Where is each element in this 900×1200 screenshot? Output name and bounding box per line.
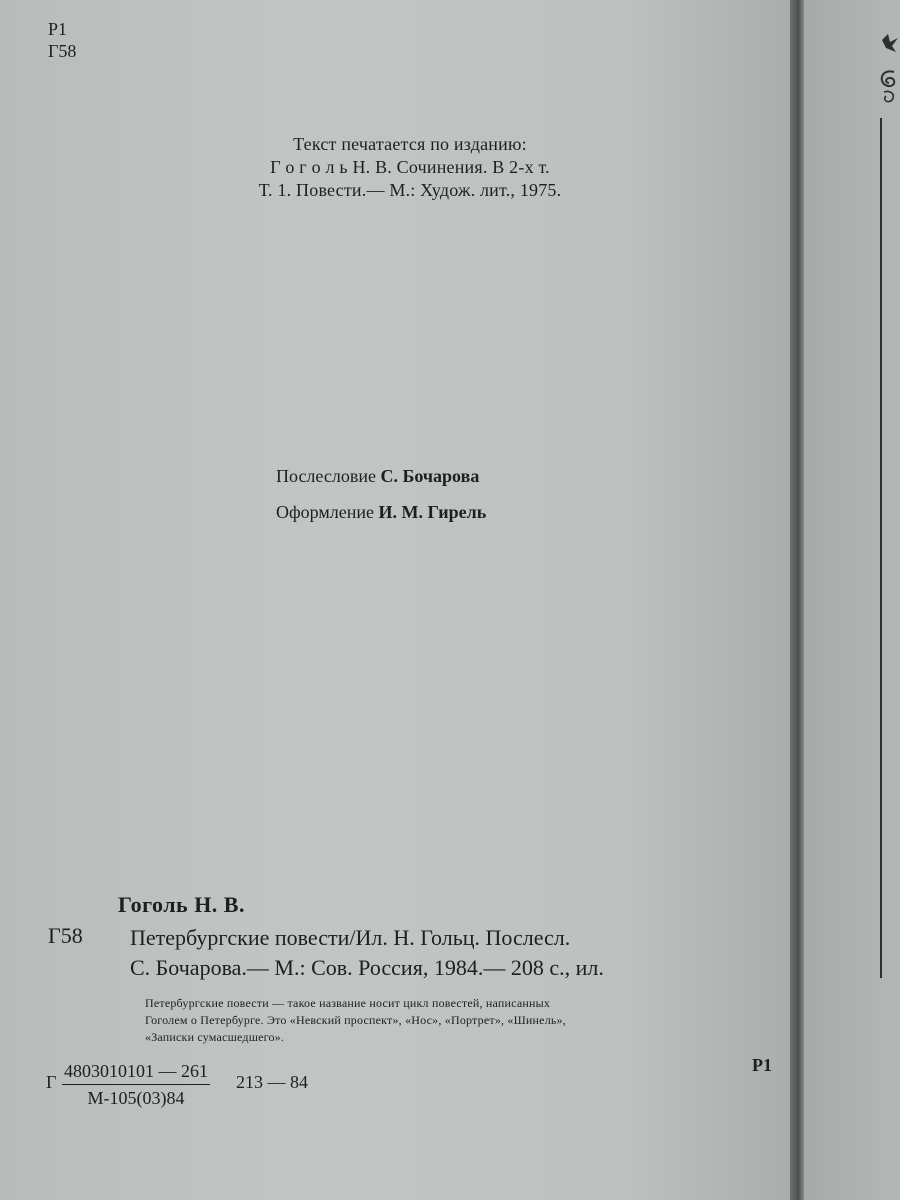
- classification-code-top: [48, 18, 76, 62]
- catalog-index-letter: Г: [46, 1072, 57, 1092]
- annotation-line: «Записки сумасшедшего».: [145, 1030, 285, 1044]
- source-line: Текст печатается по изданию:: [293, 134, 527, 154]
- catalog-author: Гоголь Н. В.: [118, 892, 245, 917]
- classification-code-bottom: Р1: [752, 1055, 772, 1075]
- catalog-index-fraction: [62, 1060, 210, 1109]
- catalog-index-denominator: М-105(03)84: [87, 1088, 185, 1108]
- design-label: Оформление: [276, 502, 375, 522]
- bib-line: С. Бочарова.— М.: Сов. Россия, 1984.— 208 с., ил.: [130, 955, 604, 980]
- annotation-line: Петербургские повести — такое название носит цикл повестей, написанных: [145, 996, 551, 1010]
- annotation: [145, 995, 566, 1046]
- decorative-frame-line: [880, 118, 882, 978]
- afterword-name: С. Бочарова: [380, 466, 480, 486]
- ornament-icon: [870, 32, 900, 112]
- catalog-code: Г58: [48, 923, 83, 948]
- afterword-credit: [276, 458, 486, 494]
- afterword-label: Послесловие: [276, 466, 376, 486]
- credits-block: [276, 458, 486, 530]
- book-gutter: [790, 0, 804, 1200]
- classification-line: Р1: [48, 19, 68, 39]
- source-line: Т. 1. Повести.— М.: Худож. лит., 1975.: [258, 180, 562, 200]
- bibliographic-description: [130, 923, 604, 983]
- facing-page-edge: [804, 0, 900, 1200]
- catalog-index-suffix: 213 — 84: [236, 1072, 308, 1092]
- source-edition-note: [190, 133, 630, 202]
- design-credit: [276, 494, 486, 530]
- classification-line: Г58: [48, 41, 77, 61]
- source-line: Г о г о л ь Н. В. Сочинения. В 2-х т.: [270, 157, 550, 177]
- catalog-index-numerator: 4803010101 — 261: [62, 1060, 210, 1085]
- bib-line: Петербургские повести/Ил. Н. Гольц. Послесл.: [130, 925, 571, 950]
- design-name: И. М. Гирель: [378, 502, 487, 522]
- annotation-line: Гоголем о Петербурге. Это «Невский проспект», «Нос», «Портрет», «Шинель»,: [145, 1013, 566, 1027]
